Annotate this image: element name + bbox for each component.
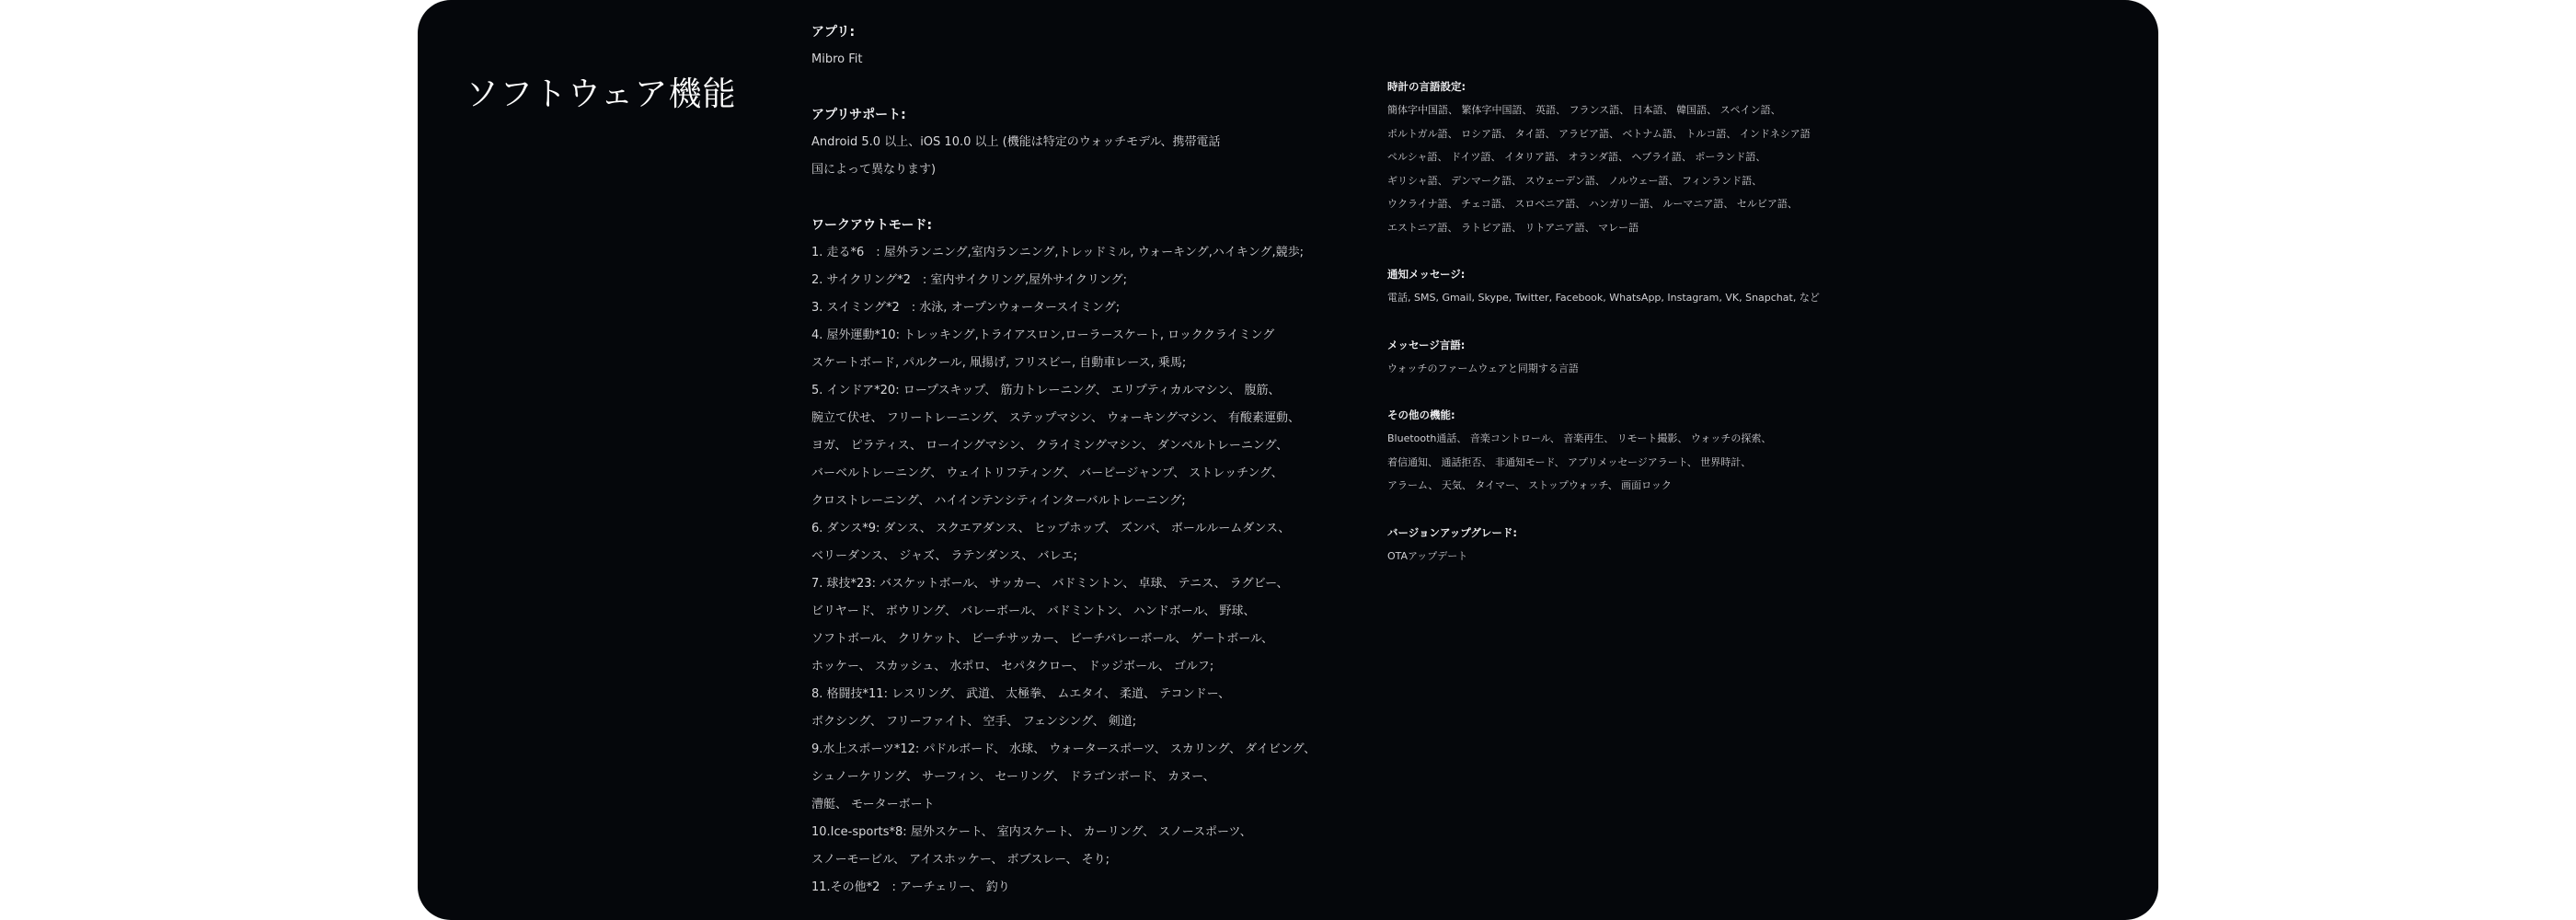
detail-section <box>1387 404 1847 498</box>
detail-text-line: エストニア語、 ラトビア語、 リトアニア語、 マレー語 <box>1387 221 1639 234</box>
spec-text-line: Android 5.0 以上、iOS 10.0 以上 (機能は特定のウォッチモデル、携帯電話 <box>811 135 1221 149</box>
detail-text-line: 簡体字中国語、 繁体字中国語、 英語、 フランス語、 日本語、 韓国語、 スペイン語、 <box>1387 104 1781 116</box>
spec-text-line: 2. サイクリング*2 : 室内サイクリング,屋外サイクリング; <box>811 273 1128 287</box>
spec-text-line: ビリヤード、 ボウリング、 バレーボール、 バドミントン、 ハンドボール、 野球、 <box>811 604 1256 618</box>
spec-text-line: 腕立て伏せ、 フリートレーニング、 ステップマシン、 ウォーキングマシン、 有酸素運動、 <box>811 411 1300 425</box>
spec-column <box>811 18 1327 920</box>
detail-section <box>1387 75 1847 239</box>
spec-text-line: 8. 格闘技*11: レスリング、 武道、 太極拳、 ムエタイ、 柔道、 テコンドー、 <box>811 687 1231 701</box>
spec-text-line: 10.Ice-sports*8: 屋外スケート、 室内スケート、 カーリング、 スノースポーツ、 <box>811 825 1252 839</box>
detail-heading: バージョンアップグレード: <box>1387 525 1517 539</box>
spec-section <box>811 18 1327 74</box>
detail-heading: その他の機能: <box>1387 408 1455 421</box>
spec-text-line: 6. ダンス*9: ダンス、 スクエアダンス、 ヒップホップ、 ズンバ、 ボールルームダンス、 <box>811 522 1291 535</box>
spec-text-line: Mibro Fit <box>811 52 863 66</box>
detail-heading: 通知メッセージ: <box>1387 268 1466 281</box>
detail-text-line: 着信通知、 通話拒否、 非通知モード、 アプリメッセージアラート、 世界時計、 <box>1387 455 1752 468</box>
spec-heading: アプリサポート: <box>811 108 906 122</box>
detail-column <box>1387 75 1847 592</box>
spec-text-line: 7. 球技*23: バスケットボール、 サッカー、 バドミントン、 卓球、 テニス、 ラグビー、 <box>811 577 1289 591</box>
spec-text-line: 5. インドア*20: ロープスキップ、 筋力トレーニング、 エリプティカルマシン、 腹筋、 <box>811 384 1281 397</box>
spec-text-line: 4. 屋外運動*10: トレッキング,トライアスロン,ローラースケート, ロッククライミング <box>811 328 1275 342</box>
spec-text-line: バーベルトレーニング、 ウェイトリフティング、 バーピージャンプ、 ストレッチング、 <box>811 466 1283 480</box>
spec-text-line: ボクシング、 フリーファイト、 空手、 フェンシング、 剣道; <box>811 715 1137 729</box>
detail-heading: 時計の言語設定: <box>1387 80 1466 93</box>
spec-text-line: 国によって異なります) <box>811 163 937 177</box>
detail-text-line: ウォッチのファームウェアと同期する言語 <box>1387 362 1579 374</box>
spec-text-line: ソフトボール、 クリケット、 ビーチサッカー、 ビーチバレーボール、 ゲートボール、 <box>811 632 1273 646</box>
detail-text-line: ギリシャ語、 デンマーク語、 スウェーデン語、 ノルウェー語、 フィンランド語、 <box>1387 174 1763 187</box>
detail-text-line: アラーム、 天気、 タイマー、 ストップウォッチ、 画面ロック <box>1387 479 1672 491</box>
spec-text-line: 9.水上スポーツ*12: パドルボード、 水球、 ウォータースポーツ、 スカリング、 ダイビング、 <box>811 742 1317 756</box>
spec-text-line: 1. 走る*6 : 屋外ランニング,室内ランニング,トレッドミル, ウォーキング,ハイキング,競歩; <box>811 246 1305 259</box>
software-features-panel <box>418 0 2158 920</box>
page-title: ソフトウェア機能 <box>466 75 737 113</box>
spec-section <box>811 212 1327 902</box>
spec-text-line: 3. スイミング*2 : 水泳, オープンウォータースイミング; <box>811 301 1121 315</box>
detail-text-line: Bluetooth通話、 音楽コントロール、 音楽再生、 リモート撮影、 ウォッチの探索、 <box>1387 432 1772 444</box>
spec-text-line: ヨガ、 ピラティス、 ローイングマシン、 クライミングマシン、 ダンベルトレーニング、 <box>811 439 1289 453</box>
detail-section <box>1387 334 1847 381</box>
detail-text-line: OTAアップデート <box>1387 549 1468 562</box>
spec-text-line: 11.その他*2 : アーチェリー、 釣り <box>811 880 1010 894</box>
spec-section <box>811 101 1327 184</box>
spec-text-line: 漕艇、 モーターボート <box>811 798 935 811</box>
spec-heading: ワークアウトモード: <box>811 218 933 233</box>
detail-text-line: ペルシャ語、 ドイツ語、 イタリア語、 オランダ語、 ヘブライ語、 ポーランド語、 <box>1387 151 1766 163</box>
detail-section <box>1387 522 1847 569</box>
spec-text-line: シュノーケリング、 サーフィン、 セーリング、 ドラゴンボード、 カヌー、 <box>811 770 1215 784</box>
detail-text-line: 電話, SMS, Gmail, Skype, Twitter, Facebook, WhatsApp, Instagram, VK, Snapchat, など <box>1387 292 1820 304</box>
detail-heading: メッセージ言語: <box>1387 338 1466 351</box>
spec-text-line: スノーモービル、 アイスホッケー、 ボブスレー、 そり; <box>811 853 1110 867</box>
spec-text-line: ベリーダンス、 ジャズ、 ラテンダンス、 バレエ; <box>811 549 1077 563</box>
spec-text-line: ホッケー、 スカッシュ、 水ポロ、 セパタクロー、 ドッジボール、 ゴルフ; <box>811 660 1214 673</box>
spec-heading: アプリ: <box>811 25 856 40</box>
spec-text-line: スケートボード, パルクール, 凧揚げ, フリスビー, 自動車レース, 乗馬; <box>811 356 1187 370</box>
detail-text-line: ポルトガル語、 ロシア語、 タイ語、 アラビア語、 ベトナム語、 トルコ語、 インドネシア語 <box>1387 127 1811 140</box>
detail-text-line: ウクライナ語、 チェコ語、 スロベニア語、 ハンガリー語、 ルーマニア語、 セルビア語、 <box>1387 198 1798 210</box>
spec-text-line: クロストレーニング、 ハイインテンシティインターバルトレーニング; <box>811 494 1186 508</box>
detail-section <box>1387 263 1847 310</box>
